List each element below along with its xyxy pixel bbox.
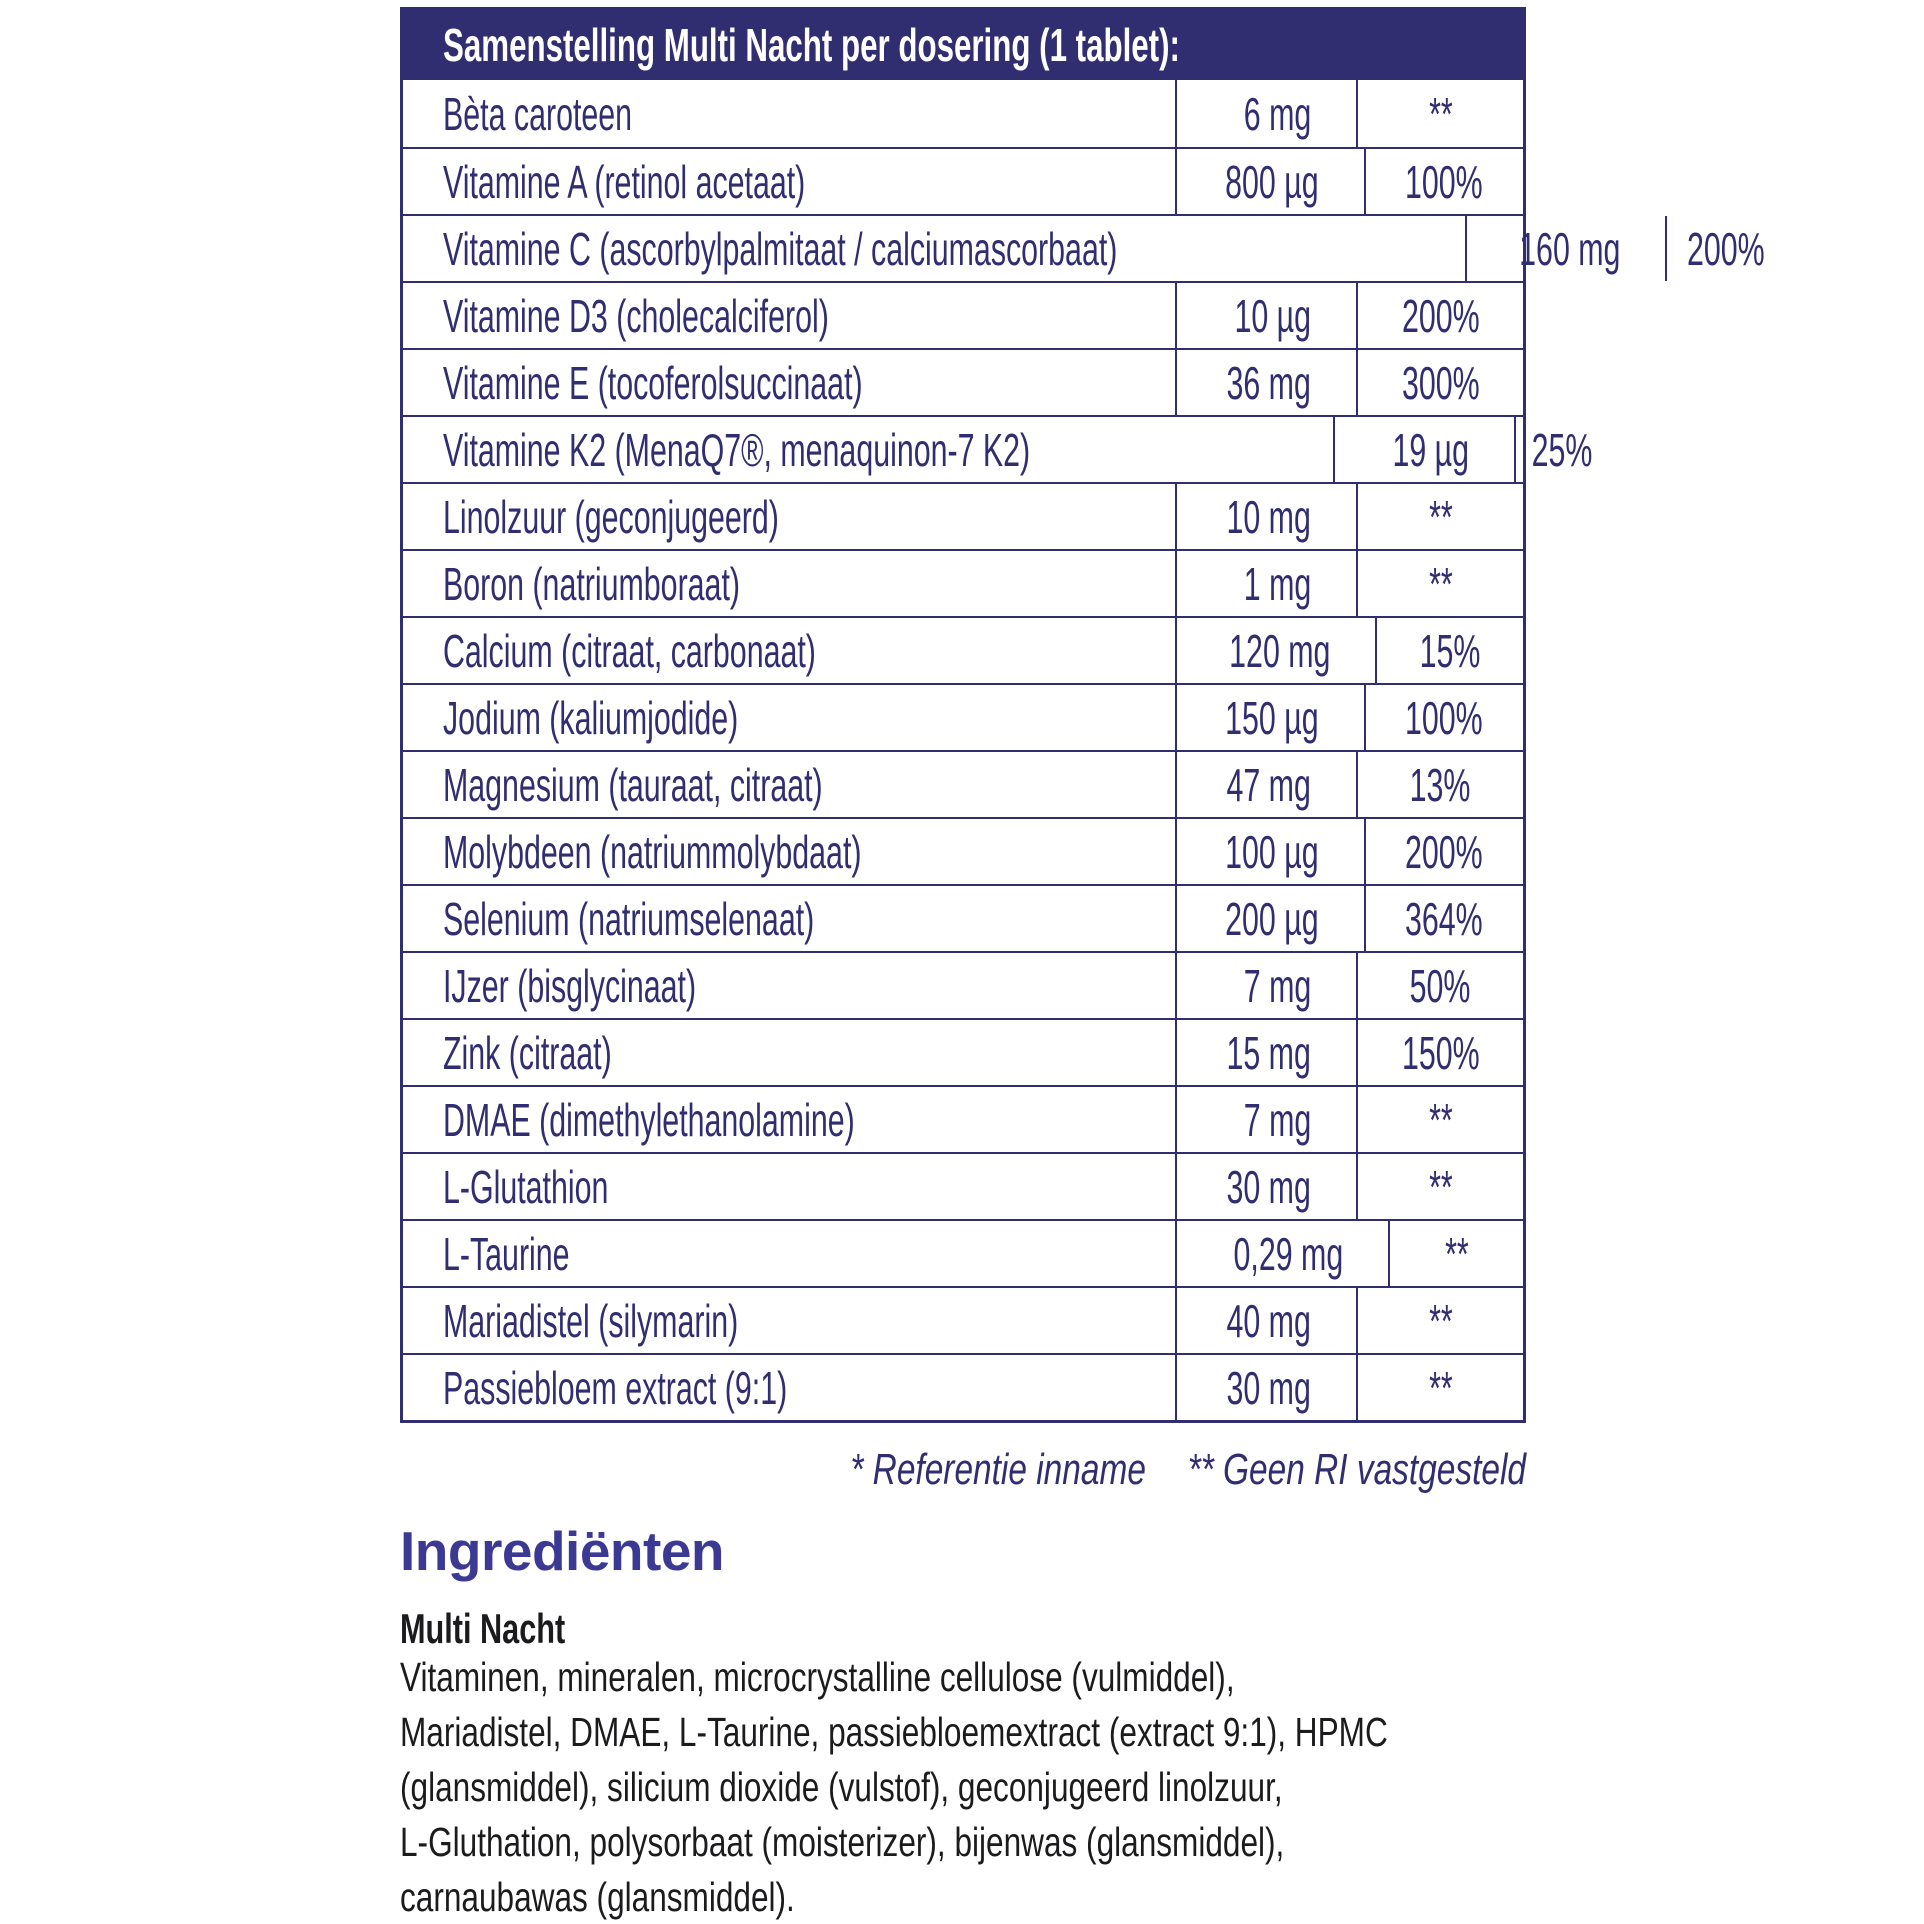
ingredient-ri-value: 200% — [1401, 289, 1480, 342]
ingredient-amount-cell — [1175, 484, 1358, 549]
ingredient-amount-cell — [1175, 953, 1358, 1018]
footnote-text — [850, 1445, 1526, 1495]
table-row — [403, 214, 1765, 281]
ingredient-ri-cell — [1358, 1288, 1523, 1353]
ingredients-line-text: (glansmiddel), silicium dioxide (vulstof), geconjugeerd linolzuur, — [400, 1764, 1283, 1810]
ingredient-name: Bèta caroteen — [443, 87, 633, 140]
ingredient-ri-cell — [1366, 685, 1523, 750]
ingredient-amount-cell — [1175, 283, 1358, 348]
table-row — [403, 750, 1523, 817]
ingredient-amount-cell — [1175, 350, 1358, 415]
ingredient-amount: 120 mg — [1229, 624, 1331, 677]
ingredient-name-cell — [403, 685, 1175, 750]
ingredients-line — [400, 1870, 1530, 1924]
ingredient-amount: 30 mg — [1226, 1361, 1311, 1414]
ingredient-name: Boron (natriumboraat) — [443, 557, 740, 610]
ingredient-ri-value: ** — [1428, 1093, 1453, 1146]
ingredient-amount: 150 µg — [1225, 691, 1319, 744]
table-row — [403, 817, 1523, 884]
ingredient-ri-cell — [1377, 618, 1523, 683]
ingredient-name: Selenium (natriumselenaat) — [443, 892, 815, 945]
ingredient-ri-value: ** — [1428, 1361, 1453, 1414]
ingredient-name-cell — [403, 80, 1175, 147]
table-row — [403, 1018, 1523, 1085]
table-row — [403, 1286, 1523, 1353]
composition-table-header — [403, 10, 1591, 80]
ri-column-header: RI* — [1547, 19, 1591, 71]
ingredient-name-cell — [403, 216, 1465, 281]
ingredient-name-cell — [403, 1154, 1175, 1219]
ingredient-amount-cell — [1175, 149, 1366, 214]
ingredient-ri-value: 100% — [1405, 155, 1484, 208]
table-row — [403, 482, 1523, 549]
ingredient-ri-cell — [1358, 283, 1523, 348]
ingredient-amount-cell — [1175, 752, 1358, 817]
ingredient-name: DMAE (dimethylethanolamine) — [443, 1093, 855, 1146]
ingredient-name-cell — [403, 886, 1175, 951]
ingredient-name: Passiebloem extract (9:1) — [443, 1361, 788, 1414]
ingredient-amount: 6 mg — [1243, 87, 1311, 140]
ingredients-line — [400, 1705, 1530, 1760]
table-row — [403, 884, 1523, 951]
ingredient-ri-value: ** — [1428, 1294, 1453, 1347]
ingredient-ri-cell — [1366, 886, 1523, 951]
ingredient-amount: 47 mg — [1226, 758, 1311, 811]
ingredient-name: Linolzuur (geconjugeerd) — [443, 490, 779, 543]
ingredient-name: Vitamine K2 (MenaQ7®, menaquinon-7 K2) — [443, 423, 1031, 476]
ingredient-amount: 200 µg — [1225, 892, 1319, 945]
ingredient-amount-cell — [1175, 1020, 1358, 1085]
ingredient-ri-cell — [1667, 216, 1785, 281]
table-row — [403, 1152, 1523, 1219]
ingredient-name: Vitamine A (retinol acetaat) — [443, 155, 806, 208]
table-row — [403, 1219, 1523, 1286]
ingredient-name-cell — [403, 417, 1333, 482]
ingredient-amount: 100 µg — [1225, 825, 1319, 878]
ingredient-name: Vitamine E (tocoferolsuccinaat) — [443, 356, 863, 409]
ingredient-name-cell — [403, 1020, 1175, 1085]
ingredient-name-cell — [403, 618, 1175, 683]
ingredient-amount: 0,29 mg — [1233, 1227, 1344, 1280]
ingredient-amount-cell — [1175, 886, 1366, 951]
ingredient-amount-cell — [1465, 216, 1667, 281]
ingredient-amount-cell — [1175, 1221, 1390, 1286]
table-title: Samenstelling Multi Nacht per dosering (1 tablet): — [443, 19, 1180, 71]
ingredient-ri-cell — [1366, 149, 1523, 214]
ingredient-ri-cell — [1358, 1020, 1523, 1085]
ingredient-name-cell — [403, 1288, 1175, 1353]
ingredient-name: L-Taurine — [443, 1227, 570, 1280]
table-row — [403, 147, 1523, 214]
ingredient-amount: 19 µg — [1392, 423, 1469, 476]
ingredient-name: Magnesium (tauraat, citraat) — [443, 758, 823, 811]
ingredient-amount: 7 mg — [1243, 1093, 1311, 1146]
table-row — [403, 549, 1523, 616]
ingredients-line — [400, 1650, 1530, 1705]
ingredient-amount-cell — [1175, 819, 1366, 884]
ingredient-amount: 15 mg — [1226, 1026, 1311, 1079]
ingredient-amount-cell — [1175, 80, 1358, 147]
ingredient-amount-cell — [1175, 1154, 1358, 1219]
ingredient-amount: 36 mg — [1226, 356, 1311, 409]
ingredient-amount: 30 mg — [1226, 1160, 1311, 1213]
ingredients-line-text: Vitaminen, mineralen, microcrystalline cellulose (vulmiddel), — [400, 1654, 1235, 1700]
composition-table — [400, 7, 1765, 1423]
ingredient-ri-value: 364% — [1405, 892, 1484, 945]
ingredient-name-cell — [403, 1087, 1175, 1152]
ingredient-ri-cell — [1358, 1355, 1523, 1420]
ingredient-ri-value: ** — [1444, 1227, 1469, 1280]
ingredient-amount: 10 µg — [1234, 289, 1311, 342]
ingredient-ri-value: ** — [1428, 557, 1453, 610]
ingredient-ri-cell — [1358, 80, 1523, 147]
ingredient-amount: 40 mg — [1226, 1294, 1311, 1347]
ingredient-amount-cell — [1175, 685, 1366, 750]
ingredient-amount-cell — [1333, 417, 1516, 482]
ingredient-name-cell — [403, 819, 1175, 884]
ingredient-name: IJzer (bisglycinaat) — [443, 959, 697, 1012]
table-row — [403, 1085, 1523, 1152]
ingredient-amount: 1 mg — [1243, 557, 1311, 610]
ingredient-name: Molybdeen (natriummolybdaat) — [443, 825, 862, 878]
ingredient-name-cell — [403, 551, 1175, 616]
table-row — [403, 951, 1523, 1018]
ingredient-name: Vitamine C (ascorbylpalmitaat / calciumascorbaat) — [443, 222, 1118, 275]
ingredient-ri-value: 300% — [1401, 356, 1480, 409]
ingredient-name: Jodium (kaliumjodide) — [443, 691, 739, 744]
table-row — [403, 348, 1523, 415]
footnote-reference-intake: * Referentie inname — [850, 1445, 1146, 1494]
ingredient-amount-cell — [1175, 1288, 1358, 1353]
ingredient-ri-value: 150% — [1401, 1026, 1480, 1079]
ingredient-name-cell — [403, 1355, 1175, 1420]
product-name-text: Multi Nacht — [400, 1605, 566, 1652]
ingredient-ri-cell — [1390, 1221, 1523, 1286]
ingredient-ri-value: ** — [1428, 1160, 1453, 1213]
table-row — [403, 683, 1523, 750]
ingredient-name-cell — [403, 1221, 1175, 1286]
ingredients-paragraph — [400, 1650, 1530, 1924]
ingredient-amount: 7 mg — [1243, 959, 1311, 1012]
ingredient-amount-cell — [1175, 551, 1358, 616]
ingredient-name: Zink (citraat) — [443, 1026, 612, 1079]
ingredient-ri-value: 50% — [1410, 959, 1471, 1012]
ingredient-name-cell — [403, 752, 1175, 817]
ingredient-ri-value: 15% — [1419, 624, 1481, 677]
ingredient-name-cell — [403, 283, 1175, 348]
ingredients-line — [400, 1760, 1530, 1815]
ingredient-ri-value: ** — [1428, 490, 1453, 543]
ingredient-name-cell — [403, 149, 1175, 214]
table-row — [403, 80, 1523, 147]
ingredient-name: Mariadistel (silymarin) — [443, 1294, 739, 1347]
ingredient-ri-cell — [1516, 417, 1608, 482]
ingredient-name-cell — [403, 484, 1175, 549]
table-row — [403, 1353, 1523, 1420]
ingredient-amount-cell — [1175, 1087, 1358, 1152]
ingredient-ri-cell — [1358, 1087, 1523, 1152]
ingredient-name-cell — [403, 953, 1175, 1018]
ingredient-ri-value: 200% — [1687, 222, 1765, 275]
ingredients-line — [400, 1815, 1530, 1870]
ingredient-name: Calcium (citraat, carbonaat) — [443, 624, 816, 677]
ingredients-line-text: carnaubawas (glansmiddel). — [400, 1874, 795, 1920]
table-row — [403, 616, 1523, 683]
ingredients-product-name — [400, 1601, 626, 1656]
ingredient-name-cell — [403, 350, 1175, 415]
ingredient-ri-cell — [1358, 551, 1523, 616]
ingredient-name: Vitamine D3 (cholecalciferol) — [443, 289, 829, 342]
ingredient-ri-value: 25% — [1531, 423, 1593, 476]
table-row — [403, 281, 1523, 348]
footnote-no-ri-established: ** Geen RI vastgesteld — [1187, 1445, 1526, 1494]
ingredient-ri-value: 100% — [1405, 691, 1484, 744]
ingredient-ri-cell — [1358, 350, 1523, 415]
ingredient-amount: 10 mg — [1226, 490, 1311, 543]
ingredient-amount-cell — [1175, 618, 1377, 683]
ri-footnote — [400, 1445, 1526, 1495]
ingredients-heading: Ingrediënten — [400, 1520, 725, 1582]
ingredients-line-text: Mariadistel, DMAE, L-Taurine, passiebloemextract (extract 9:1), HPMC — [400, 1709, 1388, 1755]
ingredient-ri-value: ** — [1428, 87, 1453, 140]
ingredient-ri-value: 13% — [1410, 758, 1471, 811]
ingredient-amount: 800 µg — [1225, 155, 1319, 208]
ingredient-ri-cell — [1358, 953, 1523, 1018]
ingredient-ri-value: 200% — [1405, 825, 1484, 878]
ingredient-amount: 160 mg — [1518, 222, 1621, 275]
table-row — [403, 415, 1593, 482]
ingredient-ri-cell — [1358, 752, 1523, 817]
composition-table-body — [403, 80, 1765, 1420]
ingredient-ri-cell — [1366, 819, 1523, 884]
ingredient-amount-cell — [1175, 1355, 1358, 1420]
ingredient-ri-cell — [1358, 1154, 1523, 1219]
ingredient-name: L-Glutathion — [443, 1160, 609, 1213]
ingredient-ri-cell — [1358, 484, 1523, 549]
ingredients-line-text: L-Gluthation, polysorbaat (moisterizer), bijenwas (glansmiddel), — [400, 1819, 1285, 1865]
